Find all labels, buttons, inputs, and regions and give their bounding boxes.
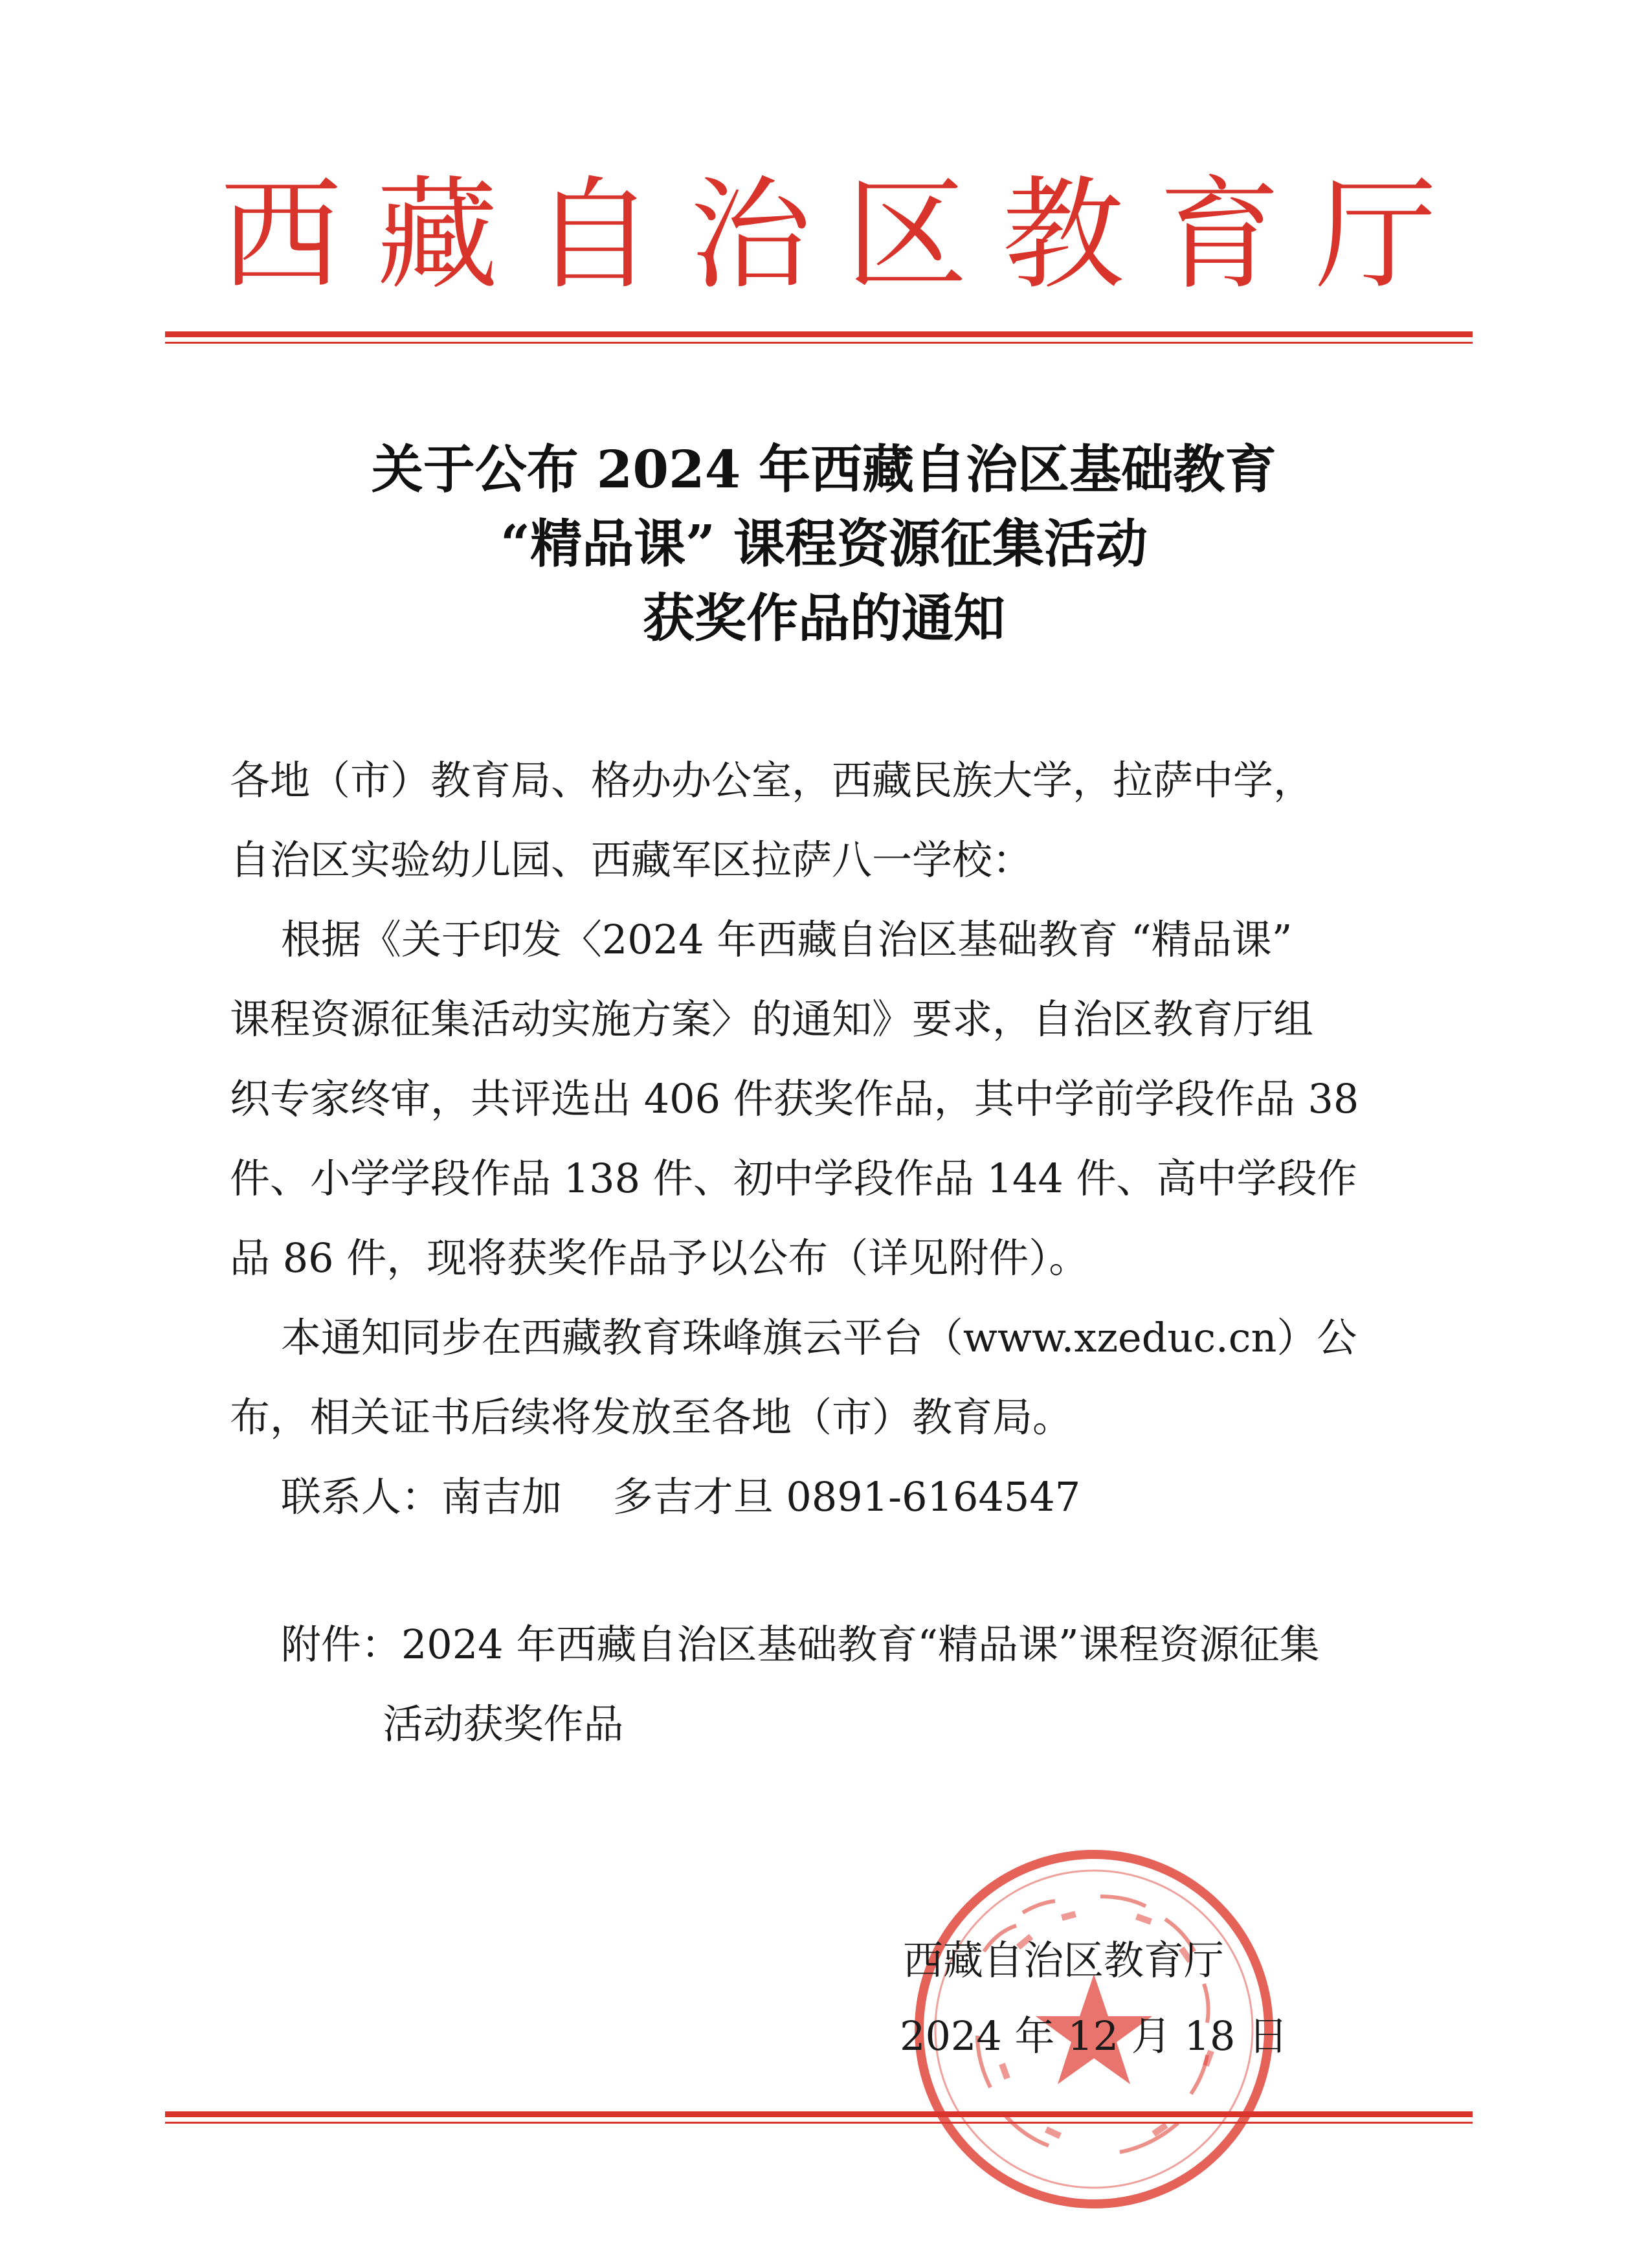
document-title-line1: 关于公布 2024 年西藏自治区基础教育 bbox=[371, 439, 1277, 500]
body-paragraph-line: 根据《关于印发〈2024 年西藏自治区基础教育 “精品课” bbox=[230, 916, 1293, 963]
body-paragraph-line: 织专家终审，共评选出 406 件获奖作品，其中学前学段作品 38 bbox=[230, 1075, 1359, 1122]
addressee-line: 自治区实验幼儿园、西藏军区拉萨八一学校： bbox=[230, 836, 1033, 884]
org-header bbox=[220, 164, 1437, 306]
body-paragraph-line: 本通知同步在西藏教育珠峰旗云平台（www.xzeduc.cn）公 bbox=[230, 1314, 1357, 1361]
footer-rule-thin bbox=[165, 2122, 1473, 2124]
org-char: 治 bbox=[689, 164, 812, 306]
org-char: 西 bbox=[220, 164, 342, 306]
org-char: 藏 bbox=[376, 164, 498, 306]
org-char: 育 bbox=[1159, 164, 1281, 306]
body-paragraph-line: 品 86 件，现将获奖作品予以公布（详见附件）。 bbox=[230, 1234, 1089, 1282]
org-char: 区 bbox=[845, 164, 968, 306]
header-rule-thin bbox=[165, 342, 1473, 344]
signature-date: 2024 年 12 月 18 日 bbox=[900, 2012, 1289, 2060]
body-paragraph-line: 课程资源征集活动实施方案〉的通知》要求，自治区教育厅组 bbox=[230, 995, 1314, 1043]
org-char: 自 bbox=[533, 164, 655, 306]
attachment-line: 附件：2024 年西藏自治区基础教育“精品课”课程资源征集 bbox=[230, 1621, 1320, 1668]
body-paragraph-line: 件、小学学段作品 138 件、初中学段作品 144 件、高中学段作 bbox=[230, 1155, 1357, 1202]
body-paragraph-line: 布，相关证书后续将发放至各地（市）教育局。 bbox=[230, 1394, 1073, 1441]
org-char: 教 bbox=[1002, 164, 1124, 306]
org-char: 厅 bbox=[1315, 164, 1437, 306]
contact-line: 联系人：南吉加 多吉才旦 0891-6164547 bbox=[230, 1473, 1081, 1520]
document-title-line2: “精品课” 课程资源征集活动 bbox=[500, 513, 1148, 574]
signature-org: 西藏自治区教育厅 bbox=[903, 1937, 1225, 1984]
attachment-line: 活动获奖作品 bbox=[230, 1700, 624, 1748]
header-rule-thick bbox=[165, 331, 1473, 337]
footer-rule-thick bbox=[165, 2111, 1473, 2117]
document-title-line3: 获奖作品的通知 bbox=[643, 588, 1005, 649]
addressee-line: 各地（市）教育局、格办办公室，西藏民族大学，拉萨中学， bbox=[230, 757, 1314, 804]
